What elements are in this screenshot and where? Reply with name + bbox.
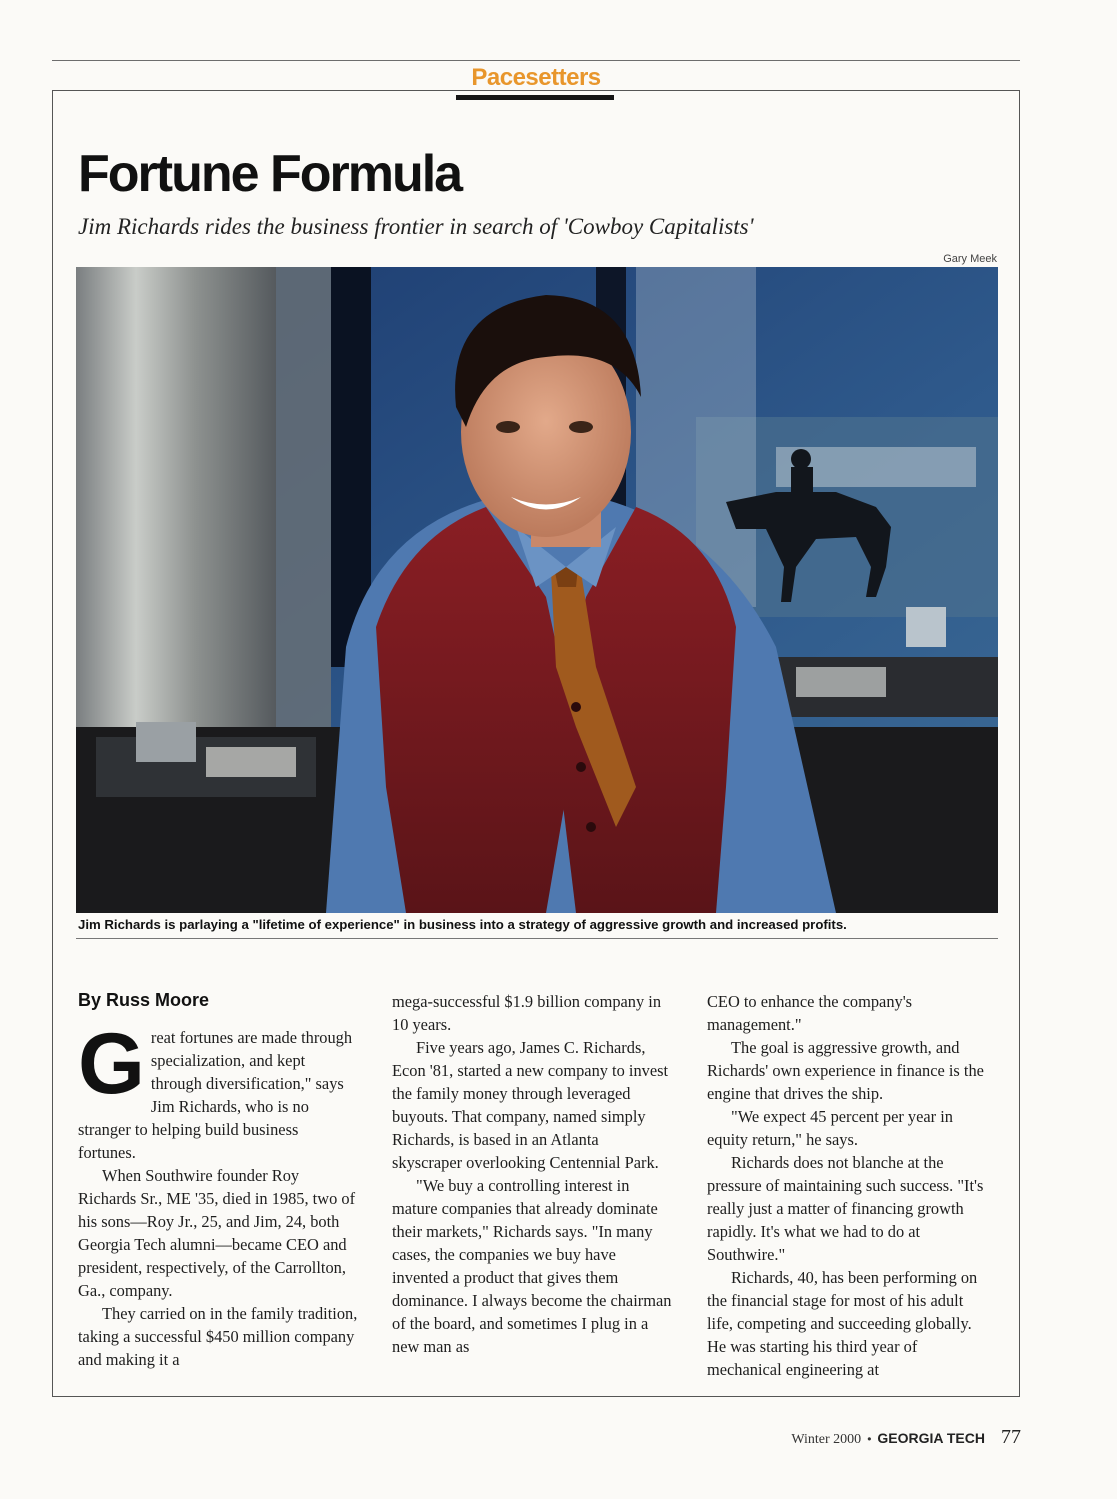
col3-paragraph-1: CEO to enhance the company's management."	[707, 992, 913, 1034]
caption-rule	[76, 938, 998, 939]
col2-paragraph-3: "We buy a controlling interest in mature companies that already dominate their markets," Richards says. "In many cases, the companies we buy have invented a product that gives them dominance. I always become the chairman of the board, and sometimes I plug in a new man as	[392, 1176, 672, 1356]
photo-caption: Jim Richards is parlaying a "lifetime of experience" in business into a strategy of aggressive growth and increased profits.	[78, 917, 847, 932]
top-rule	[52, 60, 1020, 61]
page-footer	[791, 1426, 1021, 1449]
page-number: 77	[1001, 1426, 1021, 1448]
footer-separator: •	[867, 1432, 872, 1446]
col2-paragraph-1: mega-successful $1.9 billion company in 10 years.	[392, 992, 662, 1034]
byline: By Russ Moore	[78, 990, 210, 1010]
col3-paragraph-2: The goal is aggressive growth, and Richards' own experience in finance is the engine that drives the ship.	[707, 1038, 984, 1103]
drop-cap: G	[78, 1016, 145, 1112]
issue-date: Winter 2000	[791, 1432, 862, 1447]
article-deck: Jim Richards rides the business frontier in search of 'Cowboy Capitalists'	[78, 214, 754, 239]
section-label: Pacesetters	[471, 64, 601, 91]
section-underline	[456, 95, 614, 100]
col1-paragraph-1	[78, 1016, 358, 1164]
article-title: Fortune Formula	[78, 145, 462, 203]
col3-paragraph-5: Richards, 40, has been performing on the financial stage for most of his adult life, competing and succeeding globally. He was starting his third year of mechanical engineering at	[707, 1268, 978, 1379]
photo-credit: Gary Meek	[943, 253, 997, 265]
col1-paragraph-2: When Southwire founder Roy Richards Sr., ME '35, died in 1985, two of his sons—Roy Jr., 25, and Jim, 24, both Georgia Tech alumni—became CEO and president, respectively, of the Carrollton, Ga., company.	[78, 1166, 356, 1300]
column-3	[707, 990, 987, 1381]
magazine-name: GEORGIA TECH	[877, 1430, 985, 1446]
col3-paragraph-3: "We expect 45 percent per year in equity return," he says.	[707, 1107, 953, 1149]
column-2	[392, 990, 672, 1358]
column-1	[78, 990, 358, 1371]
col1-paragraph-3: They carried on in the family tradition, taking a successful $450 million company and making it a	[78, 1304, 358, 1369]
col2-paragraph-2: Five years ago, James C. Richards, Econ '81, started a new company to invest the family money through leveraged buyouts. That company, named simply Richards, is based in an Atlanta skyscraper overlooking Centennial Park.	[392, 1038, 669, 1172]
col1-paragraph-1-text: reat fortunes are made through specialization, and kept through diversification," says Jim Richards, who is no stranger to helping build business fortunes.	[78, 1028, 353, 1162]
col3-paragraph-4: Richards does not blanche at the pressure of maintaining such success. "It's really just a matter of financing growth rapidly. It's what we had to do at Southwire."	[707, 1153, 984, 1264]
article-photo	[76, 267, 998, 913]
